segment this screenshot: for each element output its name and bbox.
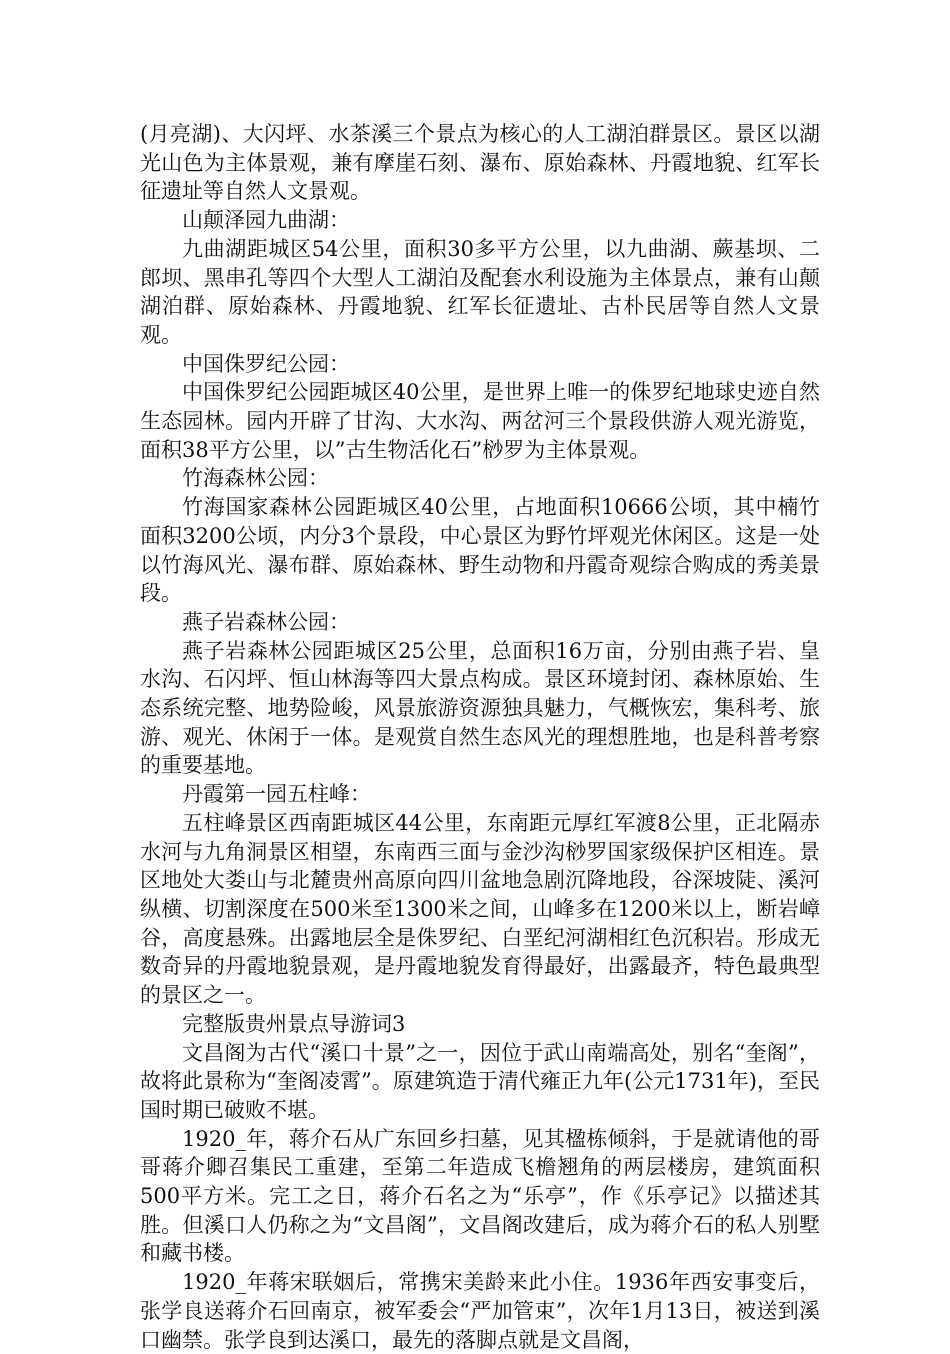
paragraph-jiuqu-lake: 九曲湖距城区54公里，面积30多平方公里，以九曲湖、蕨基坝、二郎坝、黑串孔等四个大型人工湖泊及配套水利设施为主体景点，兼有山颠湖泊群、原始森林、丹霞地貌、红军长征遗址、古朴民居等自然人文景观。 <box>140 236 820 347</box>
paragraph-1920-marriage: 1920_年蒋宋联姻后，常携宋美龄来此小住。1936年西安事变后，张学良送蒋介石回南京，被军委会“严加管束”，次年1月13日，被送到溪口幽禁。张学良到达溪口，最先的落脚点就是文昌阁， <box>140 1270 820 1352</box>
document-body <box>140 120 820 1354</box>
paragraph-bamboo-forest: 竹海国家森林公园距城区40公里，占地面积10666公顷，其中楠竹面积3200公顷，内分3个景段，中心景区为野竹坪观光休闲区。这是一处以竹海风光、瀑布群、原始森林、野生动物和丹霞奇观综合购成的秀美景段。 <box>140 495 820 606</box>
paragraph-swallow-rock: 燕子岩森林公园距城区25公里，总面积16万亩，分别由燕子岩、皇水沟、石闪坪、恒山林海等四大景点构成。景区环境封闭、森林原始、生态系统完整、地势险峻，风景旅游资源独具魅力，气概恢宏，集科考、旅游、观光、休闲于一体。是观赏自然生态风光的理想胜地，也是科普考察的重要基地。 <box>140 638 820 778</box>
section-heading-jiuqu-lake: 山颠泽园九曲湖： <box>182 208 350 233</box>
section-heading-bamboo-forest: 竹海森林公园： <box>182 466 329 491</box>
paragraph-wenchang-pavilion: 文昌阁为古代“溪口十景”之一，因位于武山南端高处，别名“奎阁”，故将此景称为“奎阁凌霄”。原建筑造于清代雍正九年(公元1731年)，至民国时期已破败不堪。 <box>140 1040 820 1122</box>
paragraph-wuzhu-peak: 五柱峰景区西南距城区44公里，东南距元厚红军渡8公里，正北隔赤水河与九角洞景区相望，东南西三面与金沙沟桫罗国家级保护区相连。景区地处大娄山与北麓贵州高原向四川盆地急剧沉降地段，谷深坡陡、溪河纵横、切割深度在500米至1300米之间，山峰多在1200米以上，断岩嶂谷，高度悬殊。出露地层全是侏罗纪、白垩纪河湖相红色沉积岩。形成无数奇异的丹霞地貌景观，是丹霞地貌发育得最好，出露最齐，特色最典型的景区之一。 <box>140 810 820 1008</box>
paragraph-jurassic-park: 中国侏罗纪公园距城区40公里，是世界上唯一的侏罗纪地球史迹自然生态园林。园内开辟了甘沟、大水沟、两岔河三个景段供游人观光游览，面积38平方公里，以”古生物活化石”桫罗为主体景观。 <box>140 380 820 462</box>
section-heading-jurassic-park: 中国侏罗纪公园： <box>182 351 350 376</box>
paragraph-1: (月亮湖)、大闪坪、水茶溪三个景点为核心的人工湖泊群景区。景区以湖光山色为主体景观，兼有摩崖石刻、瀑布、原始森林、丹霞地貌、红军长征遗址等自然人文景观。 <box>140 122 820 204</box>
section-heading-wuzhu-peak: 丹霞第一园五柱峰： <box>182 782 371 807</box>
section-heading-swallow-rock: 燕子岩森林公园： <box>182 609 350 634</box>
paragraph-1920-rebuild: 1920_年，蒋介石从广东回乡扫墓，见其楹栋倾斜，于是就请他的哥哥蒋介卿召集民工重建，至第二年造成飞檐翘角的两层楼房，建筑面积500平方米。完工之日，蒋介石名之为“乐亭”，作《乐亭记》以描述其胜。但溪口人仍称之为“文昌阁”，文昌阁改建后，成为蒋介石的私人别墅和藏书楼。 <box>140 1126 820 1266</box>
section-heading-guide-3: 完整版贵州景点导游词3 <box>182 1011 406 1036</box>
